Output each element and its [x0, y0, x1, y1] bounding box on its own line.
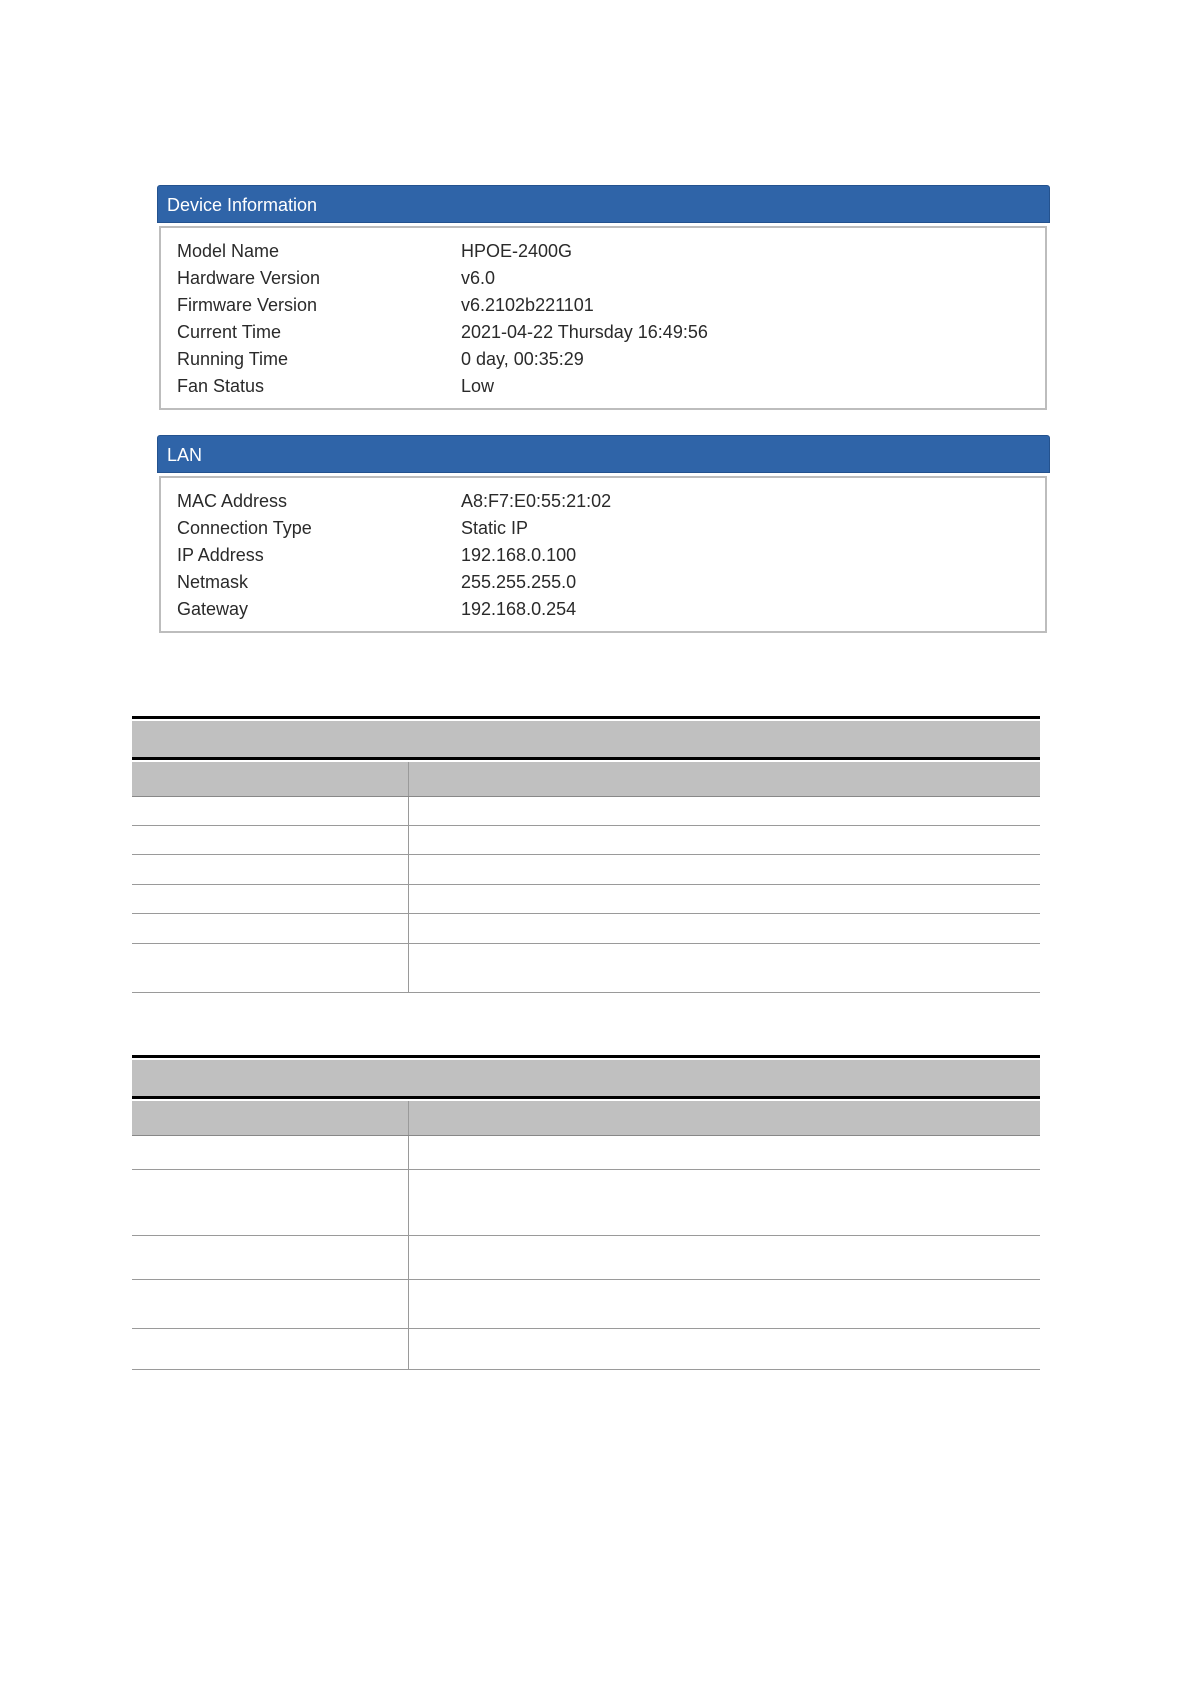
table-header-row [132, 1101, 1040, 1136]
table-row [132, 1136, 1040, 1170]
info-row-model-name [161, 238, 1045, 265]
info-row-fan-status [161, 373, 1045, 400]
table-cell [409, 1236, 1040, 1279]
lan-body [159, 476, 1047, 633]
table-row [132, 1280, 1040, 1329]
device-information-panel [157, 185, 1050, 410]
table-header-cell-description [409, 762, 1040, 796]
table-row [132, 885, 1040, 914]
info-row-hardware-version [161, 265, 1045, 292]
table-row [132, 1170, 1040, 1236]
device-information-body [159, 226, 1047, 410]
table-cell [409, 944, 1040, 992]
table-row [132, 826, 1040, 855]
info-label: Model Name [177, 241, 280, 261]
table-row [132, 797, 1040, 826]
lan-label: Connection Type [177, 518, 312, 538]
lan-value: 192.168.0.254 [461, 599, 577, 619]
lan-panel [157, 435, 1050, 633]
info-value: HPOE-2400G [461, 241, 573, 261]
lan-title: LAN [167, 445, 203, 465]
table-cell [132, 1170, 409, 1235]
lan-label: IP Address [177, 545, 264, 565]
table-title-band [132, 1060, 1040, 1099]
lan-row-netmask [161, 569, 1045, 596]
device-information-header [157, 185, 1050, 223]
table-cell [132, 1329, 409, 1369]
table-row [132, 1329, 1040, 1370]
lan-row-mac-address [161, 488, 1045, 515]
table-cell [132, 855, 409, 884]
lan-row-ip-address [161, 542, 1045, 569]
lan-label: MAC Address [177, 491, 288, 511]
table-cell [409, 1280, 1040, 1328]
table-title-band [132, 721, 1040, 760]
info-label: Running Time [177, 349, 289, 369]
info-value: v6.2102b221101 [461, 295, 594, 315]
table-header-cell-object [132, 1101, 409, 1135]
table-header-cell-object [132, 762, 409, 796]
table-header-cell-description [409, 1101, 1040, 1135]
table-row [132, 855, 1040, 885]
table-cell [409, 826, 1040, 854]
lan-value: 255.255.255.0 [461, 572, 577, 592]
lan-label: Netmask [177, 572, 249, 592]
info-row-running-time [161, 346, 1045, 373]
table-row [132, 1236, 1040, 1280]
lan-label: Gateway [177, 599, 249, 619]
info-value: Low [461, 376, 495, 396]
table-top-rule [132, 1055, 1040, 1058]
info-value: 0 day, 00:35:29 [461, 349, 584, 369]
table-cell [409, 885, 1040, 913]
table-cell [409, 1329, 1040, 1369]
info-value: v6.0 [461, 268, 496, 288]
description-table-1 [132, 716, 1040, 993]
table-cell [132, 1236, 409, 1279]
table-row [132, 944, 1040, 993]
info-label: Firmware Version [177, 295, 318, 315]
description-table-2 [132, 1055, 1040, 1370]
info-label: Hardware Version [177, 268, 321, 288]
lan-value: 192.168.0.100 [461, 545, 577, 565]
table-header-row [132, 762, 1040, 797]
table-cell [409, 855, 1040, 884]
lan-row-gateway [161, 596, 1045, 623]
info-row-firmware-version [161, 292, 1045, 319]
table-row [132, 914, 1040, 944]
table-top-rule [132, 716, 1040, 719]
lan-value: A8:F7:E0:55:21:02 [461, 491, 612, 511]
table-cell [132, 1136, 409, 1169]
lan-row-connection-type [161, 515, 1045, 542]
table-cell [132, 914, 409, 943]
info-label: Current Time [177, 322, 282, 342]
table-cell [409, 1136, 1040, 1169]
table-cell [132, 885, 409, 913]
table-cell [132, 797, 409, 825]
table-cell [409, 797, 1040, 825]
lan-header [157, 435, 1050, 473]
table-cell [132, 944, 409, 992]
info-label: Fan Status [177, 376, 265, 396]
table-cell [409, 1170, 1040, 1235]
lan-value: Static IP [461, 518, 529, 538]
table-cell [409, 914, 1040, 943]
device-information-title: Device Information [167, 195, 318, 215]
info-value: 2021-04-22 Thursday 16:49:56 [461, 322, 708, 342]
table-cell [132, 1280, 409, 1328]
info-row-current-time [161, 319, 1045, 346]
table-cell [132, 826, 409, 854]
